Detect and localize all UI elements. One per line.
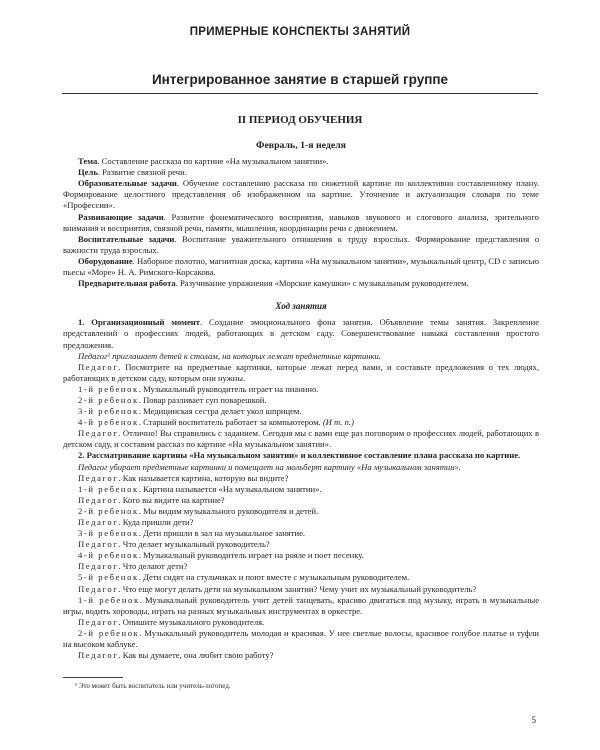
utterance: . Музыкальный руководитель играет на пианино. xyxy=(138,383,319,394)
meta-text: . Развитие фонематического восприятия, навыков звукового и слогового анализа, зрительного внимания и восприятия, связной речи, памяти, мышления, координации речи с движением. xyxy=(63,211,539,233)
meta-text: . Обучение составлению рассказа по сюжетной картине по коллективно составленному плану. Формирование целостного представления об изображенном на картине. Уточнение и актуализация словаря по теме «Профессии». xyxy=(63,178,539,211)
meta-label: Образовательные задачи xyxy=(78,178,177,189)
utterance: . Музыкальный руководитель учит детей танцевать, красиво двигаться под музыку, играть в музыкальные игры, водить хороводы, играть на разных музыкальных инструментах в оркестре. xyxy=(63,594,540,616)
title-divider xyxy=(62,93,538,94)
utterance: . Как вы думаете, она любит свою работу? xyxy=(118,650,274,661)
section-1-text: . Создание эмоционального фона занятия. Объявление темы занятия. Закрепление представлений о профессиях людей, работающих в детском саду. Совершенствование навыка составления простого предложения. xyxy=(63,317,540,350)
dialog-line xyxy=(63,539,539,550)
utterance: . Музыкальный руководитель играет на рояле и поет песенку. xyxy=(138,550,364,561)
dialog-line xyxy=(63,550,539,561)
utterance: . Опишите музыкального руководителя. xyxy=(118,616,265,627)
meta-text: . Разучивание упражнения «Морские камушки» с музыкальным руководителем. xyxy=(175,278,469,289)
footnote: ¹ Это может быть воспитатель или учитель-логопед. xyxy=(75,682,231,690)
course-heading: Ход занятия xyxy=(275,301,327,312)
speaker: 4-й ребенок xyxy=(78,550,139,561)
utterance: . Как называется картина, которую вы видите? xyxy=(118,472,289,483)
utterance: . Картина называется «На музыкальном занятии». xyxy=(138,483,322,494)
speaker: Педагог xyxy=(78,472,119,483)
speaker: 4-й ребенок xyxy=(78,417,139,428)
meta-item xyxy=(63,212,539,234)
speaker: Педагог xyxy=(78,561,119,572)
speaker: Педагог xyxy=(78,428,119,439)
lesson-meta xyxy=(63,156,539,289)
meta-item xyxy=(63,156,539,167)
meta-item xyxy=(63,167,539,178)
dialog-line xyxy=(63,384,539,395)
utterance: . Куда пришли дети? xyxy=(118,517,194,527)
meta-label: Предварительная работа xyxy=(78,278,176,289)
utterance: . Отлично! Вы справились с заданием. Сегодня мы с вами еще раз поговорим о профессиях людей, работающих в детском саду, и составим рассказ по картине «На музыкальном занятии». xyxy=(63,428,539,450)
meta-label: Воспитательные задачи xyxy=(78,233,175,244)
lesson-title: Интегрированное занятие в старшей группе xyxy=(151,72,449,87)
meta-text: . Развитие связной речи. xyxy=(97,167,187,178)
dialog-line xyxy=(63,572,539,583)
dialog-1 xyxy=(63,362,539,451)
week-heading: Февраль, 1-я неделя xyxy=(256,140,346,151)
speaker: 2-й ребенок xyxy=(78,627,140,638)
meta-label: Оборудование xyxy=(78,255,133,266)
section-2 xyxy=(63,450,539,461)
speaker: 5-й ребенок xyxy=(78,572,139,583)
utterance: . Мы видим музыкального руководителя и детей. xyxy=(138,505,319,516)
speaker: Педагог xyxy=(78,517,119,527)
section-1 xyxy=(63,317,539,350)
period-heading: II ПЕРИОД ОБУЧЕНИЯ xyxy=(237,114,363,126)
utterance: . Медицинская сестра делает укол шприцем. xyxy=(138,406,302,417)
speaker: Педагог xyxy=(78,616,119,627)
speaker: Педагог xyxy=(78,650,119,661)
meta-item xyxy=(63,178,539,211)
utterance: . Что делают дети? xyxy=(118,561,188,572)
dialog-line xyxy=(63,473,539,484)
stage-direction-1: Педагог¹ приглашает детей к столам, на которых лежат предметные картинки. xyxy=(78,350,381,361)
section-1-heading: 1. Организационный момент xyxy=(78,317,200,328)
dialog-line xyxy=(63,617,539,628)
dialog-line xyxy=(63,650,539,661)
speaker: Педагог xyxy=(78,494,119,505)
meta-text: . Воспитание уважительного отношения к труду взрослых. Формирование представления о важности труда взрослых. xyxy=(63,233,539,255)
meta-text: . Наборное полотно, магнитная доска, картина «На музыкальном занятии», музыкальный центр, CD с записью пьесы «Море» Н. А. Римского-Корсакова. xyxy=(63,255,539,278)
utterance: . Музыкальный руководитель молодая и красивая. У нее светлые волосы, красивое голубое платье и туфли на высоком каблуке. xyxy=(63,627,539,650)
dialog-line xyxy=(63,417,539,428)
dialog-line xyxy=(63,528,539,539)
utterance: . Что еще могут делать дети на музыкальном занятии? Чему учит их музыкальный руководитель? xyxy=(118,583,477,594)
dialog-line xyxy=(63,517,539,528)
utterance: . Повар разливает суп поварешкой. xyxy=(138,394,267,405)
speaker: 1-й ребенок xyxy=(78,483,139,494)
dialog-line xyxy=(63,395,539,406)
dialog-line xyxy=(63,506,539,517)
speaker: Педагог xyxy=(78,583,119,594)
speaker: 3-й ребенок xyxy=(78,406,139,417)
speaker: 2-й ребенок xyxy=(78,394,139,405)
section-2-heading: 2. Рассматривание картины «На музыкальном занятии» и коллективное составление плана рассказа по картине. xyxy=(78,450,521,461)
meta-label: Развивающие задачи xyxy=(78,211,164,222)
speaker: Педагог xyxy=(78,539,119,550)
meta-text: . Составление рассказа по картине «На музыкальном занятии». xyxy=(97,156,329,167)
dialog-line xyxy=(63,362,539,384)
stage-direction-2: Педагог убирает предметные картинки и помещает на мольберт картину «На музыкальном занятии». xyxy=(78,461,461,472)
utterance: . Старший воспитатель работает за компьютером. xyxy=(138,417,323,428)
utterance-note: (И т. п.) xyxy=(322,417,354,428)
meta-item xyxy=(63,278,539,289)
meta-item xyxy=(63,234,539,256)
speaker: 1-й ребенок xyxy=(78,594,140,605)
speaker: Педагог xyxy=(78,361,119,372)
utterance: . Кого вы видите на картине? xyxy=(118,494,225,505)
dialog-line xyxy=(63,406,539,417)
dialog-line xyxy=(63,495,539,506)
meta-label: Цель xyxy=(78,167,98,178)
dialog-line xyxy=(63,584,539,595)
utterance: . Посмотрите на предметные картинки, которые лежат перед вами, и составьте предложения о тех людях, работающих в детском саду, которым они нужны. xyxy=(63,361,539,383)
dialog-2 xyxy=(63,473,539,662)
meta-label: Тема xyxy=(78,156,98,167)
running-header: ПРИМЕРНЫЕ КОНСПЕКТЫ ЗАНЯТИЙ xyxy=(189,26,411,38)
dialog-line xyxy=(63,484,539,495)
dialog-line xyxy=(63,595,539,617)
dialog-line xyxy=(63,428,539,450)
body-text xyxy=(63,140,539,661)
footnote-divider xyxy=(63,677,123,678)
page-number: 5 xyxy=(531,715,536,725)
speaker: 2-й ребенок xyxy=(78,505,139,516)
meta-item xyxy=(63,256,539,278)
utterance: . Что делает музыкальный руководитель? xyxy=(118,539,270,550)
speaker: 3-й ребенок xyxy=(78,528,139,539)
dialog-line xyxy=(63,561,539,572)
utterance: . Дети пришли в зал на музыкальное занятие. xyxy=(138,528,306,539)
speaker: 1-й ребенок xyxy=(78,383,139,394)
utterance: . Дети сидят на стульчиках и поют вместе с музыкальным руководителем. xyxy=(138,572,410,583)
dialog-line xyxy=(63,628,539,650)
